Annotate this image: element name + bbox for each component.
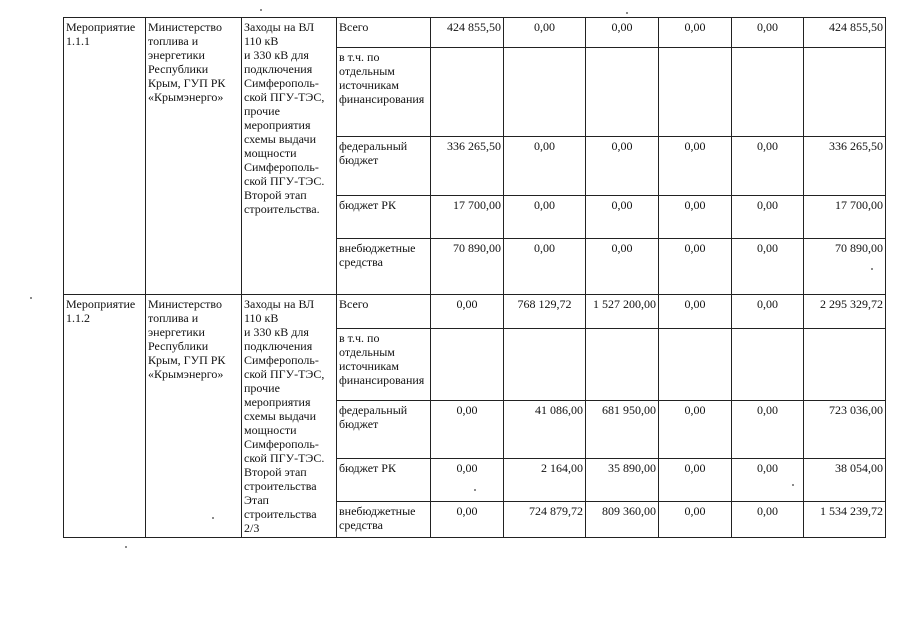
value-cell: 2 164,00 <box>504 459 586 502</box>
value-cell: 0,00 <box>659 502 732 538</box>
value-cell: 0,00 <box>732 401 804 459</box>
scan-speck <box>212 517 214 519</box>
scan-speck <box>626 12 628 14</box>
value-cell: 336 265,50 <box>431 137 504 196</box>
value-cell: 0,00 <box>732 137 804 196</box>
funding-source-cell: внебюджетные средства <box>337 239 431 295</box>
value-cell <box>431 48 504 137</box>
value-cell: 724 879,72 <box>504 502 586 538</box>
description-cell: Заходы на ВЛ 110 кВ и 330 кВ для подключения Симферополь- ской ПГУ-ТЭС, прочие мероприятия схемы выдачи мощности Симферополь- ской ПГУ-ТЭС. Второй этап строительства. <box>242 18 337 295</box>
value-cell: 70 890,00 <box>431 239 504 295</box>
value-cell: 809 360,00 <box>586 502 659 538</box>
value-cell: 0,00 <box>659 196 732 239</box>
value-cell <box>431 329 504 401</box>
scan-speck <box>125 546 127 548</box>
budget-table <box>63 17 886 538</box>
value-cell: 0,00 <box>431 295 504 329</box>
funding-source-cell: Всего <box>337 295 431 329</box>
value-cell <box>504 48 586 137</box>
value-cell: 0,00 <box>732 196 804 239</box>
value-cell: 0,00 <box>586 196 659 239</box>
description-cell: Заходы на ВЛ 110 кВ и 330 кВ для подключения Симферополь- ской ПГУ-ТЭС, прочие мероприятия схемы выдачи мощности Симферополь- ской ПГУ-ТЭС. Второй этап строительства Этап строительства 2/3 <box>242 295 337 538</box>
funding-source-cell: внебюджетные средства <box>337 502 431 538</box>
value-cell: 35 890,00 <box>586 459 659 502</box>
value-cell <box>732 48 804 137</box>
scan-speck <box>260 9 262 11</box>
value-cell: 0,00 <box>504 137 586 196</box>
value-cell: 723 036,00 <box>804 401 886 459</box>
funding-source-cell: в т.ч. по отдельным источникам финансирования <box>337 48 431 137</box>
value-cell: 0,00 <box>431 502 504 538</box>
funding-source-cell: федеральный бюджет <box>337 137 431 196</box>
scan-speck <box>792 484 794 486</box>
funding-source-cell: Всего <box>337 18 431 48</box>
value-cell: 0,00 <box>732 18 804 48</box>
value-cell <box>504 329 586 401</box>
value-cell: 0,00 <box>659 295 732 329</box>
value-cell: 2 295 329,72 <box>804 295 886 329</box>
table-row <box>64 295 886 329</box>
value-cell: 0,00 <box>659 137 732 196</box>
value-cell: 0,00 <box>586 239 659 295</box>
value-cell <box>659 48 732 137</box>
scan-speck <box>474 489 476 491</box>
value-cell: 17 700,00 <box>431 196 504 239</box>
value-cell <box>804 329 886 401</box>
value-cell: 0,00 <box>586 137 659 196</box>
value-cell: 336 265,50 <box>804 137 886 196</box>
event-cell: Мероприятие 1.1.1 <box>64 18 146 295</box>
value-cell: 0,00 <box>659 239 732 295</box>
value-cell: 0,00 <box>659 459 732 502</box>
value-cell: 424 855,50 <box>804 18 886 48</box>
value-cell: 0,00 <box>504 239 586 295</box>
executor-cell: Министерство топлива и энергетики Республики Крым, ГУП РК «Крымэнерго» <box>146 295 242 538</box>
table-row <box>64 18 886 48</box>
value-cell: 0,00 <box>586 18 659 48</box>
value-cell: 0,00 <box>659 18 732 48</box>
value-cell: 0,00 <box>504 196 586 239</box>
value-cell: 0,00 <box>732 239 804 295</box>
value-cell <box>659 329 732 401</box>
value-cell: 17 700,00 <box>804 196 886 239</box>
value-cell: 1 527 200,00 <box>586 295 659 329</box>
value-cell: 768 129,72 <box>504 295 586 329</box>
value-cell <box>732 329 804 401</box>
value-cell: 0,00 <box>504 18 586 48</box>
value-cell: 424 855,50 <box>431 18 504 48</box>
value-cell <box>586 329 659 401</box>
scan-speck <box>871 268 873 270</box>
value-cell: 0,00 <box>431 401 504 459</box>
value-cell: 70 890,00 <box>804 239 886 295</box>
funding-source-cell: бюджет РК <box>337 196 431 239</box>
value-cell: 0,00 <box>659 401 732 459</box>
value-cell <box>804 48 886 137</box>
event-cell: Мероприятие 1.1.2 <box>64 295 146 538</box>
value-cell <box>586 48 659 137</box>
funding-source-cell: бюджет РК <box>337 459 431 502</box>
funding-source-cell: в т.ч. по отдельным источникам финансирования <box>337 329 431 401</box>
value-cell: 0,00 <box>732 502 804 538</box>
value-cell: 38 054,00 <box>804 459 886 502</box>
value-cell: 41 086,00 <box>504 401 586 459</box>
funding-source-cell: федеральный бюджет <box>337 401 431 459</box>
value-cell: 0,00 <box>732 459 804 502</box>
scan-speck <box>30 297 32 299</box>
value-cell: 0,00 <box>431 459 504 502</box>
executor-cell: Министерство топлива и энергетики Республики Крым, ГУП РК «Крымэнерго» <box>146 18 242 295</box>
value-cell: 0,00 <box>732 295 804 329</box>
value-cell: 1 534 239,72 <box>804 502 886 538</box>
value-cell: 681 950,00 <box>586 401 659 459</box>
